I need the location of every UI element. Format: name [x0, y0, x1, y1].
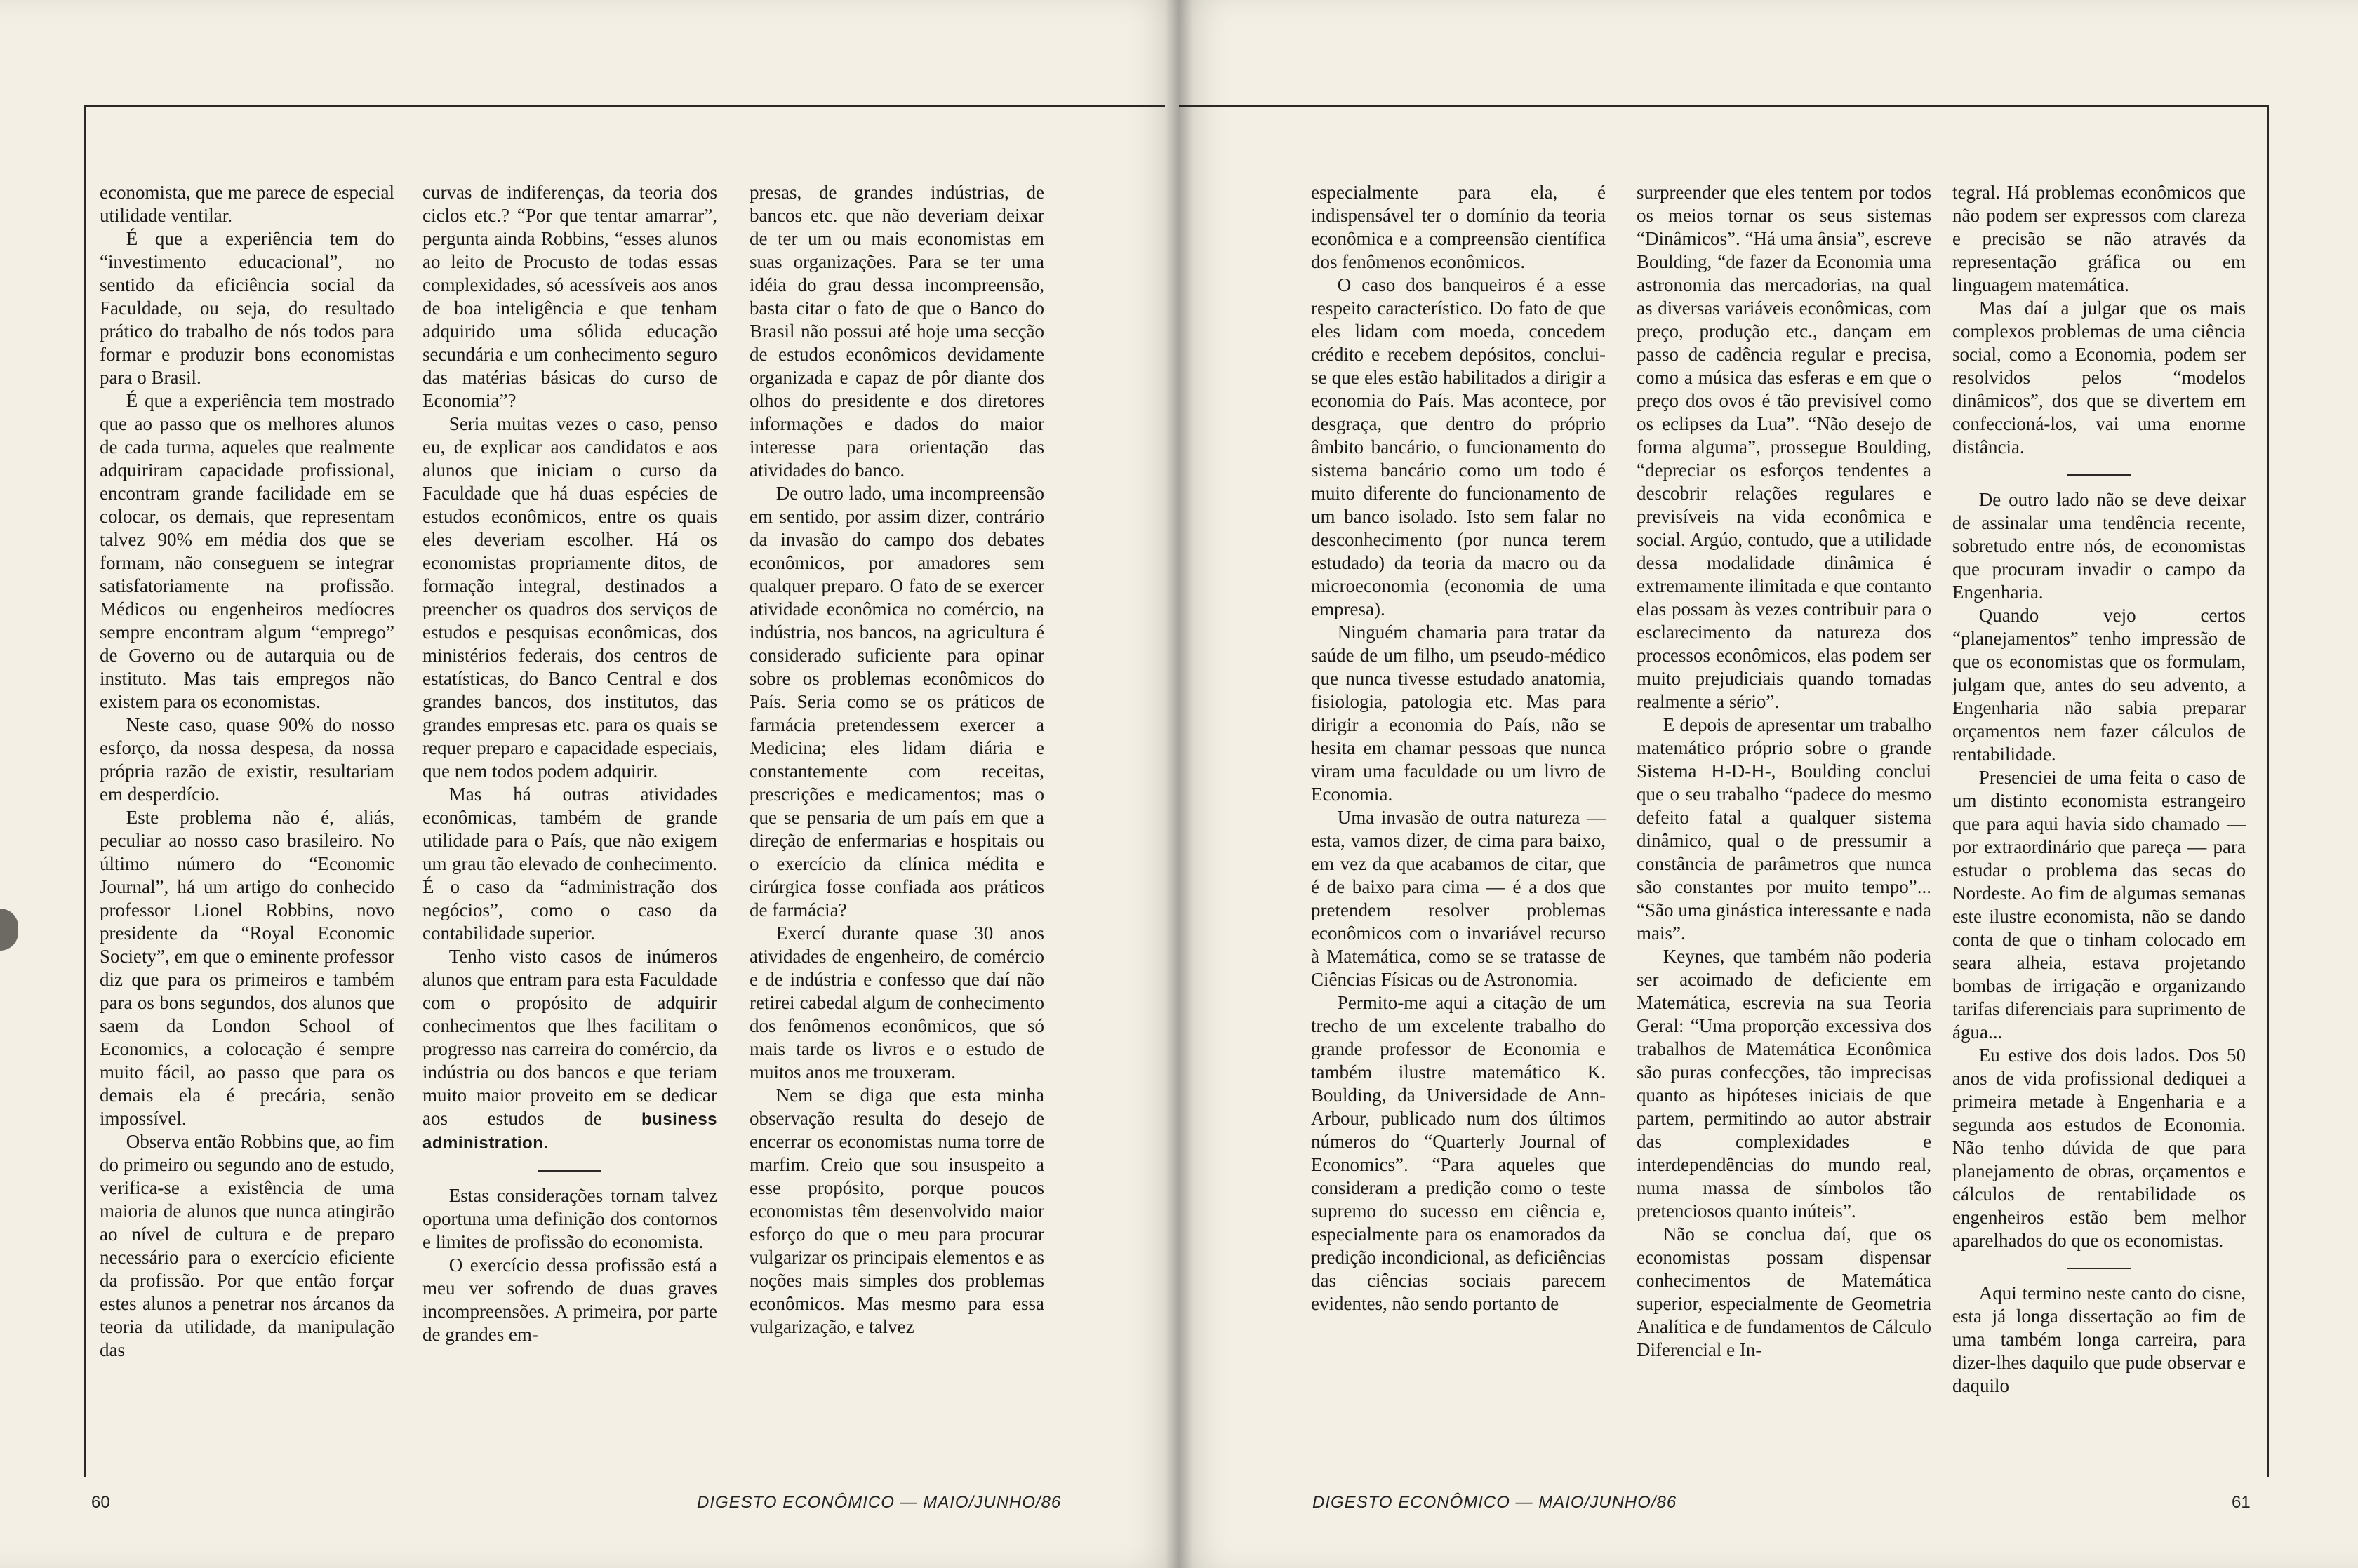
paragraph-text: Neste caso, quase 90% do nosso esforço, da nossa despesa, da nossa própria razão de existir, resultariam em desperdício. [100, 714, 394, 805]
paragraph-text: Mas daí a julgar que os mais complexos problemas de uma ciência social, como a Economia, podem ser resolvidos pelos “modelos dinâmicos”, dos que se divertem em confeccioná-los, vai uma enorme distância. [1952, 297, 2246, 457]
paragraph [1311, 181, 1606, 274]
paragraph [1952, 1282, 2246, 1398]
paragraph [1311, 274, 1606, 621]
paragraph [100, 227, 394, 389]
right-rule [2267, 105, 2269, 1477]
paragraph [1311, 621, 1606, 806]
paragraph [100, 713, 394, 806]
section-divider [538, 1170, 601, 1172]
paragraph [422, 783, 717, 945]
page-number: 60 [91, 1493, 110, 1512]
section-divider [2067, 474, 2131, 476]
paragraph-text: economista, que me parece de especial utilidade ventilar. [100, 182, 394, 226]
paragraph-text: Seria muitas vezes o caso, penso eu, de explicar aos candidatos e aos alunos que iniciam o curso da Faculdade que há duas espécies de estudos econômicos, entre os quais eles deveriam escolher. Há os economistas propriamente ditos, de formação integral, destinados a preencher os quadros dos serviços de estudos e pesquisas econômicas, dos ministérios federais, dos centros de estatísticas, do Banco Central e dos grandes bancos, dos institutos, das grandes empresas etc. para os quais se requer preparo e capacidade especiais, que nem todos podem adquirir. [422, 413, 717, 782]
paragraph [750, 1084, 1044, 1339]
paragraph-text: Ninguém chamaria para tratar da saúde de um filho, um pseudo-médico que nunca tivesse estudado anatomia, fisiologia, patologia etc. Mas para dirigir a economia do País, não se hesita em chamar pessoas que nunca viram uma faculdade ou um livro de Economia. [1311, 622, 1606, 805]
paragraph-text: Nem se diga que esta minha observação resulta do desejo de encerrar os economistas numa torre de marfim. Creio que sou insuspeito a esse propósito, porque poucos economistas têm desenvolvido maior esforço do que o meu para procurar vulgarizar os principais elementos e as noções mais simples dos problemas econômicos. Mas mesmo para essa vulgarização, e talvez [750, 1085, 1044, 1337]
paragraph-text: Exercí durante quase 30 anos atividades de engenheiro, de comércio e de indústria e confesso que daí não retirei cabedal algum de conhecimento dos fenômenos econômicos, que só mais tarde os livros e o estudo de muitos anos me trouxeram. [750, 923, 1044, 1083]
paragraph-text: Observa então Robbins que, ao fim do primeiro ou segundo ano de estudo, verifica-se a existência de uma maioria de alunos que nunca atingirão ao nível de cultura e de preparo necessário para o exercício eficiente da profissão. Por que então forçar estes alunos a penetrar nos árcanos da teoria da utilidade, da manipulação das [100, 1131, 394, 1360]
spine-shadow [1165, 0, 1193, 1568]
paragraph [1637, 1223, 1931, 1362]
bold-term: business administration. [422, 1110, 718, 1153]
paragraph [100, 181, 394, 227]
right-column-1 [1311, 181, 1606, 1315]
paragraph-text: O caso dos banqueiros é a esse respeito característico. Do fato de que eles lidam com moeda, concedem crédito e recebem depósitos, conclui-se que eles estão habilitados a dirigir a economia do País. Mas acontece, por desgraça, que dentro do próprio âmbito bancário, o funcionamento do sistema bancário como um todo é muito diferente do funcionamento de um banco isolado. Isto sem falar no desconhecimento (por nunca terem estudado) da teoria da macro ou da microeconomia (economia de uma empresa). [1311, 274, 1606, 619]
paragraph-text: É que a experiência tem do “investimento educacional”, no sentido da eficiência social da Faculdade, ou seja, do resultado prático do trabalho de nós todos para formar e produzir bons economistas para o Brasil. [100, 228, 394, 388]
paragraph-text: Aqui termino neste canto do cisne, esta já longa dissertação ao fim de uma também longa carreira, para dizer-lhes daquilo que pude observar e daquilo [1952, 1282, 2246, 1396]
paragraph [100, 1130, 394, 1362]
paragraph [1637, 713, 1931, 945]
paragraph [1952, 297, 2246, 459]
left-rule [84, 105, 86, 1477]
paragraph-text: Não se conclua daí, que os economistas possam dispensar conhecimentos de Matemática superior, especialmente de Geometria Analítica e de fundamentos de Cálculo Diferencial e In- [1637, 1224, 1931, 1360]
paragraph [1952, 1044, 2246, 1252]
paragraph-text: Este problema não é, aliás, peculiar ao nosso caso brasileiro. No último número do “Economic Journal”, há um artigo do conhecido professor Lionel Robbins, novo presidente da “Royal Economic Society”, em que o eminente professor diz que para os primeiros e também para os bons segundos, dos alunos que saem da London School of Economics, a colocação é sempre muito fácil, ao passo que para os demais ela é precária, senão impossível. [100, 807, 394, 1129]
paragraph [1637, 945, 1931, 1223]
paragraph-text: Uma invasão de outra natureza — esta, vamos dizer, de cima para baixo, em vez da que acabamos de citar, que é de baixo para cima — é a dos que pretendem resolver problemas econômicos com o invariável recurso à Matemática, como se se tratasse de Ciências Físicas ou de Astronomia. [1311, 807, 1606, 990]
paragraph [1952, 604, 2246, 766]
page-number: 61 [2232, 1493, 2251, 1512]
left-column-3 [750, 181, 1044, 1339]
paragraph-text: E depois de apresentar um trabalho matemático próprio sobre o grande Sistema H-D-H-, Boulding conclui que o seu trabalho “padece do mesmo defeito fatal a qualquer sistema dinâmico, qual o de pressumir a constância de parâmetros que nunca são constantes por muito tempo”... “São uma ginástica interessante e nada mais”. [1637, 714, 1931, 944]
paragraph-text: Keynes, que também não poderia ser acoimado de deficiente em Matemática, escrevia na sua Teoria Geral: “Uma proporção excessiva dos trabalhos de Matemática Econômica são puras confecções, tão imprecisas quanto as hipóteses iniciais de que partem, permitindo ao autor abstrair das complexidades e interdependências do mundo real, numa massa de símbolos tão pretenciosos quanto inúteis”. [1637, 946, 1931, 1221]
top-rule [1179, 105, 2267, 107]
paragraph [422, 1184, 717, 1254]
right-column-2 [1637, 181, 1931, 1362]
paragraph [100, 389, 394, 713]
running-footer: DIGESTO ECONÔMICO — MAIO/JUNHO/86 [697, 1493, 1062, 1512]
paragraph-text: É que a experiência tem mostrado que ao passo que os melhores alunos de cada turma, aqueles que realmente adquiriram capacidade profissional, encontram grande facilidade em se colocar, os demais, que representam talvez 90% em média dos que se formam, não conseguem se integrar satisfatoriamente na profissão. Médicos ou engenheiros medíocres sempre encontram algum “emprego” de Governo ou de autarquia ou de instituto. Mas tais empregos não existem para os economistas. [100, 390, 394, 712]
running-footer: DIGESTO ECONÔMICO — MAIO/JUNHO/86 [1312, 1493, 1677, 1512]
paragraph-text: Quando vejo certos “planejamentos” tenho impressão de que os economistas que os formulam, julgam que, antes do seu advento, a Engenharia não sabia preparar orçamentos nem fazer cálculos de rentabilidade. [1952, 605, 2246, 765]
right-page [1179, 0, 2358, 1568]
left-column-2 [422, 181, 717, 1346]
paragraph [1311, 991, 1606, 1315]
paragraph [1637, 181, 1931, 713]
paragraph-text: especialmente para ela, é indispensável ter o domínio da teoria econômica e a compreensão científica dos fenômenos econômicos. [1311, 182, 1606, 272]
paragraph [100, 806, 394, 1130]
paragraph [750, 181, 1044, 482]
paragraph-text: Tenho visto casos de inúmeros alunos que entram para esta Faculdade com o propósito de adquirir conhecimentos que lhes facilitam o progresso nas carreira do comércio, da indústria ou dos bancos e que teriam muito maior proveito em se dedicar aos estudos de [422, 946, 717, 1129]
paragraph-text: curvas de indiferenças, da teoria dos ciclos etc.? “Por que tentar amarrar”, pergunta ainda Robbins, “esses alunos ao leito de Procusto de todas essas complexidades, só acessíveis aos anos de boa inteligência e que tenham adquirido uma sólida educação secundária e um conhecimento seguro das matérias básicas do curso de Economia”? [422, 182, 717, 411]
paragraph-text: O exercício dessa profissão está a meu ver sofrendo de duas graves incompreensões. A primeira, por parte de grandes em- [422, 1254, 717, 1345]
paragraph-text: Mas há outras atividades econômicas, também de grande utilidade para o País, que não exigem um grau tão elevado de conhecimento. É o caso da “administração dos negócios”, como o caso da contabilidade superior. [422, 784, 717, 944]
left-column-1 [100, 181, 394, 1362]
paragraph [1952, 181, 2246, 297]
paragraph-text: tegral. Há problemas econômicos que não podem ser expressos com clareza e precisão se não através da representação gráfica ou em linguagem matemática. [1952, 182, 2246, 295]
top-rule [84, 105, 1165, 107]
paragraph-text: De outro lado, uma incompreensão em sentido, por assim dizer, contrário da invasão do campo dos debates econômicos, por amadores sem qualquer preparo. O fato de se exercer atividade econômica no comércio, na indústria, nos bancos, na agricultura é considerado suficiente para opinar sobre os problemas econômicos do País. Seria como se os práticos de farmácia pretendessem exercer a Medicina; eles lidam diária e constantemente com receitas, prescrições e medicamentos; mas o que se pensaria de um país em que a direção de enfermarias e hospitais ou o exercício da clínica médita e cirúrgica fosse confiada aos práticos de farmácia? [750, 483, 1044, 920]
paragraph [1952, 488, 2246, 604]
paragraph-text: Permito-me aqui a citação de um trecho de um excelente trabalho do grande professor de Economia e também ilustre matemático K. Boulding, da Universidade de Ann-Arbour, publicado num dos últimos números do “Quarterly Journal of Economics”. “Para aqueles que consideram a predição como o teste supremo do sucesso em ciência e, especialmente para os enamorados da predição incondicional, as deficiências das ciências sociais parecem evidentes, não sendo portanto de [1311, 992, 1606, 1314]
paragraph [1311, 806, 1606, 991]
paragraph-text: presas, de grandes indústrias, de bancos etc. que não deveriam deixar de ter um ou mais economistas em suas organizações. Para se ter uma idéia do grau dessa incompreensão, basta citar o fato de que o Banco do Brasil não possui até hoje uma secção de estudos econômicos devidamente organizada e capaz de pôr diante dos olhos do presidente e dos diretores informações e dados do maior interesse para orientação das atividades do banco. [750, 182, 1044, 481]
paragraph [422, 181, 717, 413]
paragraph [422, 1254, 717, 1346]
paragraph-text: Estas considerações tornam talvez oportuna uma definição dos contornos e limites de profissão do economista. [422, 1185, 717, 1252]
paragraph [1952, 766, 2246, 1044]
paragraph [750, 922, 1044, 1084]
paragraph-text: surpreender que eles tentem por todos os meios tornar os seus sistemas “Dinâmicos”. “Há uma ânsia”, escreve Boulding, “de fazer da Economia uma astronomia das mercadorias, na qual as diversas variáveis econômicas, com preço, produção etc., dançam em passo de cadência regular e precisa, como a música das esferas e em que o preço dos ovos é tão previsível como os eclipses da Lua”. “Não desejo de forma alguma”, prossegue Boulding, “depreciar os esforços tendentes a descobrir relações regulares e previsíveis na vida econômica e social. Argúo, contudo, que a utilidade dessa modalidade dinâmica é extremamente ilimitada e que contanto elas possam às vezes contribuir para o esclarecimento da natureza dos processos econômicos, elas podem ser muito prejudiciais quando tomadas realmente a sério”. [1637, 182, 1931, 712]
paragraph [750, 482, 1044, 922]
right-column-3 [1952, 181, 2246, 1398]
paragraph-text: Eu estive dos dois lados. Dos 50 anos de vida profissional dediquei a primeira metade à Engenharia e a segunda aos estudos de Economia. Não tenho dúvida de que para planejamento de obras, orçamentos e cálculos de rentabilidade os engenheiros estão bem melhor aparelhados do que os economistas. [1952, 1045, 2246, 1251]
paragraph-text: De outro lado não se deve deixar de assinalar uma tendência recente, sobretudo entre nós, de economistas que procuram invadir o campo da Engenharia. [1952, 489, 2246, 603]
paragraph [422, 945, 717, 1155]
binding-hole [0, 909, 18, 951]
paragraph-text: Presenciei de uma feita o caso de um distinto economista estrangeiro que para aqui havia sido chamado — por extraordinário que pareça — para estudar o problema das secas do Nordeste. Ao fim de algumas semanas este ilustre economista, não se dando conta de que o tinham colocado em seara alheia, estava projetando bombas de irrigação e organizando tarifas diferenciais para suprimento de água... [1952, 767, 2246, 1043]
paragraph [422, 413, 717, 783]
section-divider [2067, 1268, 2131, 1269]
